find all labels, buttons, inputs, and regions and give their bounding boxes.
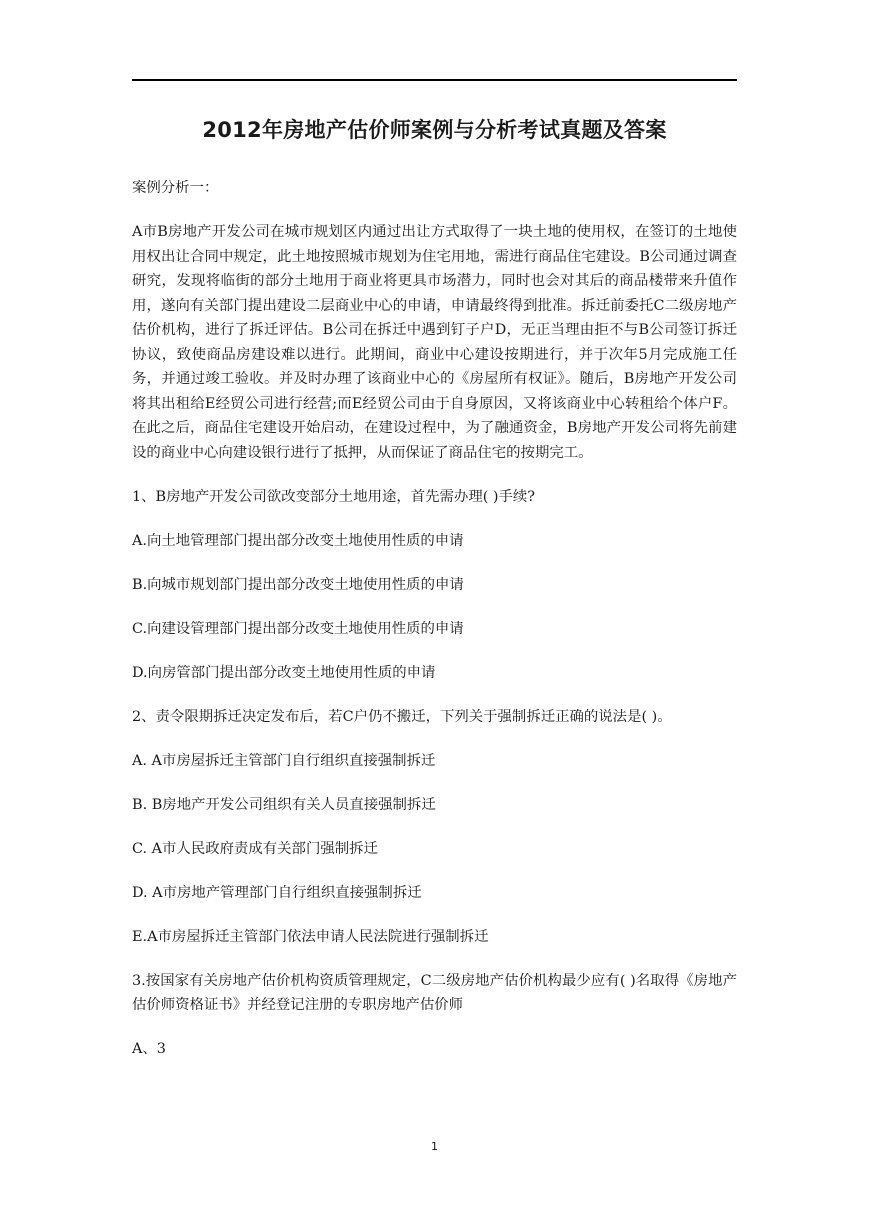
header-rule — [132, 79, 737, 81]
question-option: D.向房管部门提出部分改变土地使用性质的申请 — [132, 664, 436, 681]
question-option: B. B房地产开发公司组织有关人员直接强制拆迁 — [132, 796, 436, 813]
question-option: C. A市人民政府责成有关部门强制拆迁 — [132, 840, 378, 857]
question-stem: 3.按国家有关房地产估价机构资质管理规定，C二级房地产估价机构最少应有( )名取得《房地产估价师资格证书》并经登记注册的专职房地产估价师 — [132, 972, 737, 1013]
question-option: A.向土地管理部门提出部分改变土地使用性质的申请 — [132, 532, 464, 549]
question-option: D. A市房地产管理部门自行组织直接强制拆迁 — [132, 884, 422, 901]
document-body — [132, 176, 737, 1081]
case-paragraph: A市B房地产开发公司在城市规划区内通过出让方式取得了一块土地的使用权，在签订的土地使用权出让合同中规定，此土地按照城市规划为住宅用地，需进行商品住宅建设。B公司通过调查研究，发现将临街的部分土地用于商业将更具市场潜力，同时也会对其后的商品楼带来升值作用，遂向有关部门提出建设二层商业中心的申请，申请最终得到批准。拆迁前委托C二级房地产估价机构，进行了拆迁评估。B公司在拆迁中遇到钉子户D，无正当理由拒不与B公司签订拆迁协议，致使商品房建设难以进行。此期间，商业中心建设按期进行，并于次年5月完成施工任务，并通过竣工验收。并及时办理了该商业中心的《房屋所有权证》。随后，B房地产开发公司将其出租给E经贸公司进行经营;而E经贸公司由于自身原因，又将该商业中心转租给个体户F。在此之后，商品住宅建设开始启动，在建设过程中，为了融通资金，B房地产开发公司将先前建设的商业中心向建设银行进行了抵押，从而保证了商品住宅的按期完工。 — [132, 224, 737, 461]
question-option: A. A市房屋拆迁主管部门自行组织直接强制拆迁 — [132, 752, 436, 769]
question-option: C.向建设管理部门提出部分改变土地使用性质的申请 — [132, 620, 464, 637]
question-option: E.A市房屋拆迁主管部门依法申请人民法院进行强制拆迁 — [132, 928, 489, 945]
question-option: A、3 — [132, 1041, 166, 1057]
question-stem: 1、B房地产开发公司欲改变部分土地用途，首先需办理( )手续? — [132, 488, 536, 505]
question-stem: 2、责令限期拆迁决定发布后，若C户仍不搬迁，下列关于强制拆迁正确的说法是( )。 — [132, 708, 672, 725]
section-heading: 案例分析一： — [132, 180, 219, 196]
document-title: 2012年房地产估价师案例与分析考试真题及答案 — [202, 118, 667, 142]
question-option: B.向城市规划部门提出部分改变土地使用性质的申请 — [132, 576, 464, 593]
page-number: 1 — [431, 1140, 438, 1153]
